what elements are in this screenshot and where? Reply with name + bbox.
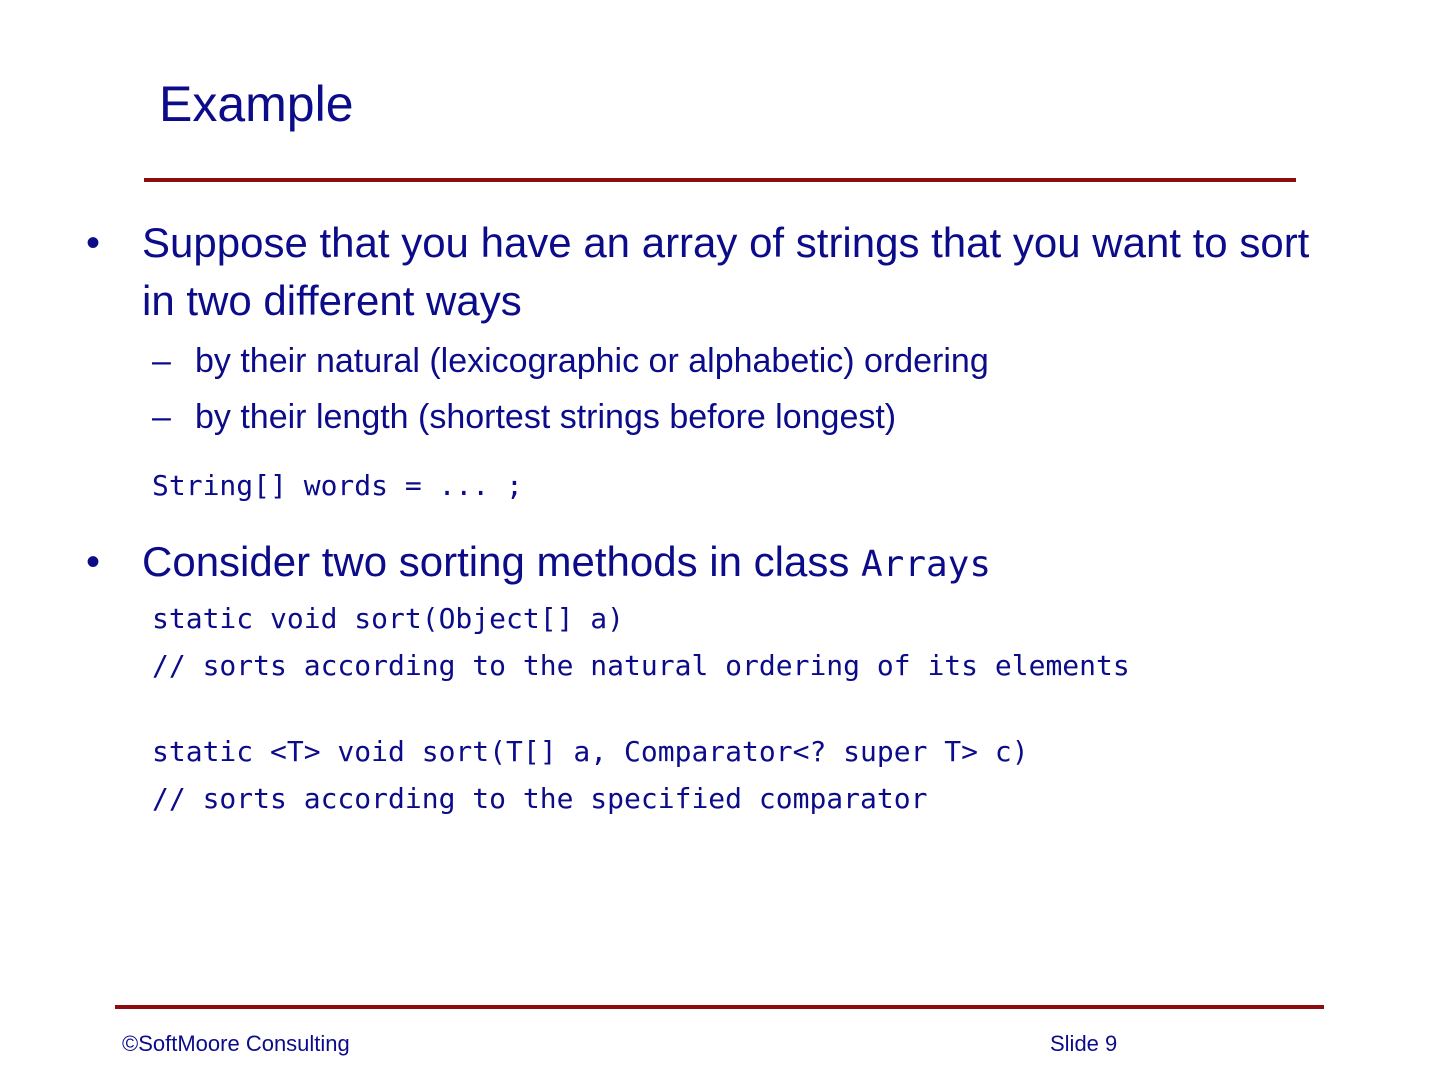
code-comment-natural: // sorts according to the natural ordering of its elements: [152, 649, 1130, 682]
code-comment-comparator: // sorts according to the specified comparator: [152, 782, 928, 815]
arrays-class-name: Arrays: [860, 544, 992, 585]
code-sort-object: static void sort(Object[] a): [152, 602, 625, 635]
slide-title: Example: [159, 76, 354, 132]
bullet-marker: •: [86, 540, 101, 584]
dash-marker: –: [152, 342, 171, 380]
sub-item-natural-ordering: by their natural (lexicographic or alphabetic) ordering: [195, 342, 989, 380]
dash-marker: –: [152, 398, 171, 436]
footer-copyright: ©SoftMoore Consulting: [122, 1031, 350, 1056]
bullet-marker: •: [86, 221, 101, 265]
footer-slide-number: Slide 9: [1050, 1031, 1118, 1056]
code-words-declaration: String[] words = ... ;: [152, 469, 523, 502]
bullet-2-text: [142, 533, 991, 594]
bullet-2-prefix: Consider two sorting methods in class: [142, 538, 861, 585]
bullet-1-text: Suppose that you have an array of strings that you want to sort in two different ways: [142, 219, 1310, 324]
title-divider: [144, 178, 1296, 182]
code-sort-comparator: static <T> void sort(T[] a, Comparator<? super T> c): [152, 735, 1029, 768]
footer-divider: [115, 1005, 1324, 1009]
sub-item-length-ordering: by their length (shortest strings before longest): [195, 398, 897, 436]
